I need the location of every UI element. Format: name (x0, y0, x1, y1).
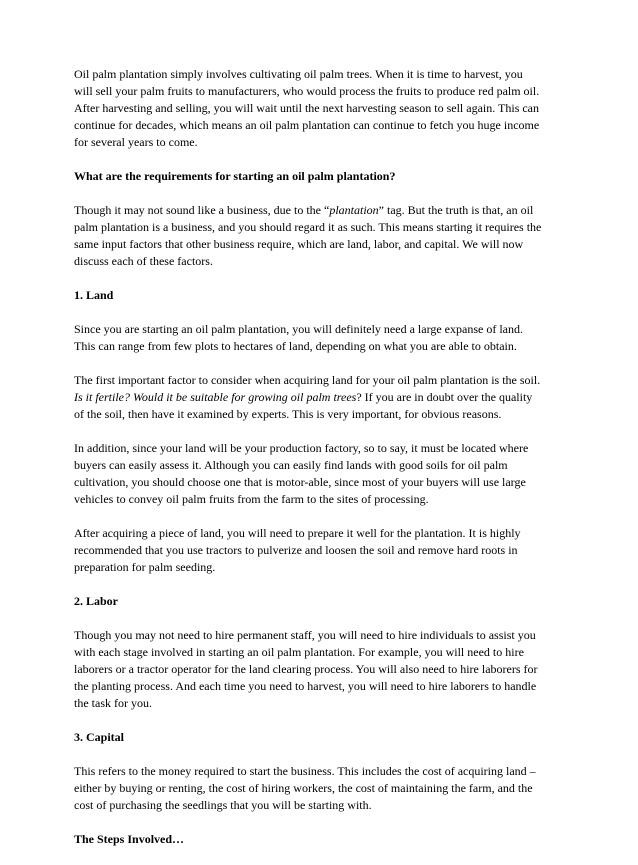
land-heading: 1. Land (74, 288, 114, 302)
intro-paragraph (74, 66, 574, 151)
text-line: buyers can easily assess it. Although you can easily find lands with good soils for oil palm (74, 458, 508, 472)
text-segment: Though it may not sound like a business, due to the “ (74, 203, 330, 217)
text-line: cost of purchasing the seedlings that you will be starting with. (74, 798, 372, 812)
text-line (74, 202, 574, 219)
labor-paragraph (74, 627, 574, 712)
land-paragraph-2 (74, 372, 574, 423)
text-line: the planting process. And each time you need to harvest, you will need to hire laborers to handle (74, 679, 537, 693)
steps-heading: The Steps Involved… (74, 832, 185, 846)
capital-paragraph (74, 763, 574, 814)
land-paragraph-4 (74, 525, 574, 576)
land-paragraph-1 (74, 321, 574, 355)
text-line: discuss each of these factors. (74, 254, 213, 268)
requirements-paragraph (74, 202, 574, 270)
text-line: palm plantation is a business, and you should regard it as such. This means starting it requires the (74, 220, 542, 234)
text-line: of the soil, then have it examined by experts. This is very important, for obvious reasons. (74, 407, 502, 421)
text-line: The first important factor to consider when acquiring land for your oil palm plantation is the soil. (74, 373, 541, 387)
text-line: either by buying or renting, the cost of hiring workers, the cost of maintaining the farm, and the (74, 781, 533, 795)
text-line: preparation for palm seeding. (74, 560, 216, 574)
text-line: This refers to the money required to start the business. This includes the cost of acquiring land – (74, 764, 536, 778)
text-line (74, 389, 574, 406)
text-line: cultivation, you should choose one that is motor-able, since most of your buyers will use large (74, 475, 526, 489)
text-line: continue for decades, which means an oil palm plantation can continue to fetch you huge income (74, 118, 540, 132)
text-line: with each stage involved in starting an oil palm plantation. For example, you will need to hire (74, 645, 524, 659)
requirements-heading: What are the requirements for starting an oil palm plantation? (74, 169, 396, 183)
emphasis-text: Is it fertile? Would it be suitable for growing oil palm trees (74, 390, 357, 404)
emphasis-text: plantation (329, 203, 379, 217)
text-line: Oil palm plantation simply involves cultivating oil palm trees. When it is time to harvest, you (74, 67, 523, 81)
text-line: Since you are starting an oil palm plantation, you will definitely need a large expanse of land. (74, 322, 523, 336)
land-paragraph-3 (74, 440, 574, 508)
capital-heading: 3. Capital (74, 730, 125, 744)
text-line: the task for you. (74, 696, 152, 710)
text-line: In addition, since your land will be your production factory, so to say, it must be located where (74, 441, 529, 455)
text-line: will sell your palm fruits to manufacturers, who would process the fruits to produce red palm oil. (74, 84, 540, 98)
document-page (74, 66, 574, 865)
labor-heading: 2. Labor (74, 594, 119, 608)
text-segment: ? If you are in doubt over the quality (356, 390, 533, 404)
text-line: This can range from few plots to hectares of land, depending on what you are able to obtain. (74, 339, 517, 353)
text-segment: ” tag. But the truth is that, an oil (378, 203, 534, 217)
text-line: After acquiring a piece of land, you will need to prepare it well for the plantation. It is highly (74, 526, 521, 540)
text-line: laborers or a tractor operator for the land clearing process. You will also need to hire laborers for (74, 662, 538, 676)
text-line: recommended that you use tractors to pulverize and loosen the soil and remove hard roots in (74, 543, 518, 557)
text-line: Though you may not need to hire permanent staff, you will need to hire individuals to assist you (74, 628, 536, 642)
text-line: for several years to come. (74, 135, 198, 149)
text-line: same input factors that other business require, which are land, labor, and capital. We will now (74, 237, 524, 251)
text-line: vehicles to convey oil palm fruits from the farm to the sites of processing. (74, 492, 429, 506)
text-line: After harvesting and selling, you will wait until the next harvesting season to sell again. This can (74, 101, 540, 115)
